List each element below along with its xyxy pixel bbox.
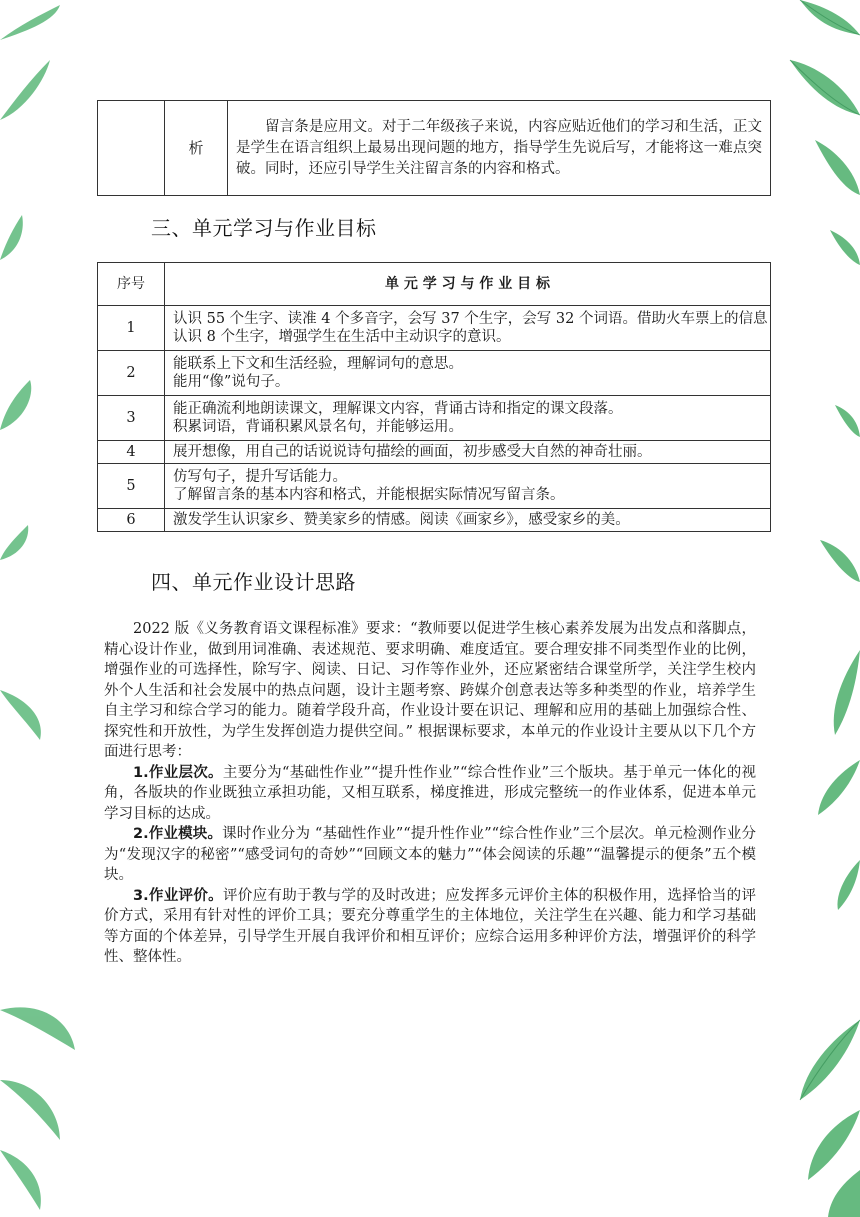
table-row [98, 464, 771, 509]
row-goal [165, 351, 771, 396]
willow-leaf-decoration-right [760, 0, 860, 1217]
goal-table [97, 262, 771, 532]
table-row [98, 509, 771, 532]
table-row [98, 396, 771, 441]
analysis-row [98, 101, 771, 196]
point-text: 课时作业分为 “基础性作业”“提升性作业”“综合性作业”三个层次。单元检测作业分为“发现汉字的秘密”“感受词句的奇妙”“回顾文本的魅力”“体会阅读的乐趣”“温馨提示的便条”五个模块。 [104, 826, 756, 883]
point-paragraph [104, 824, 756, 886]
row-goal: 激发学生认识家乡、赞美家乡的情感。阅读《画家乡》，感受家乡的美。 [165, 509, 771, 532]
row-goal [165, 464, 771, 509]
point-paragraph [104, 763, 756, 825]
row-goal-line: 仿写句子，提升写话能力。 [173, 469, 347, 485]
point-title: 2.作业模块。 [133, 826, 223, 842]
table-row [98, 306, 771, 351]
row-num: 5 [98, 464, 165, 509]
row-num: 2 [98, 351, 165, 396]
row-num: 6 [98, 509, 165, 532]
row-goal-line: 能正确流利地朗读课文，理解课文内容，背诵古诗和指定的课文段落。 [173, 401, 623, 417]
analysis-text: 留言条是应用文。对于二年级孩子来说，内容应贴近他们的学习和生活，正文是学生在语言组织上最易出现问题的地方，指导学生先说后写，才能将这一难点突破。同时，还应引导学生关注留言条的内容和格式。 [228, 101, 771, 196]
goal-table-header [98, 263, 771, 306]
section4-body [104, 619, 756, 968]
row-goal: 展开想像，用自己的话说说诗句描绘的画面，初步感受大自然的神奇壮丽。 [165, 441, 771, 464]
table-row [98, 441, 771, 464]
analysis-table [97, 100, 771, 196]
row-goal-line: 积累词语，背诵积累风景名句，并能够运用。 [173, 419, 463, 435]
point-text: 主要分为“基础性作业”“提升性作业”“综合性作业”三个版块。基于单元一体化的视角，各版块的作业既独立承担功能，又相互联系，梯度推进，形成完整统一的作业体系，促进本单元学习目标的达成。 [104, 764, 756, 822]
col-num-header: 序号 [98, 263, 165, 306]
willow-leaf-decoration-left [0, 0, 90, 1217]
point-title: 3.作业评价。 [133, 887, 223, 904]
section3-heading: 三、单元学习与作业目标 [151, 216, 377, 240]
row-goal-line: 了解留言条的基本内容和格式，并能根据实际情况写留言条。 [173, 487, 565, 503]
col-goal-header: 单 元 学 习 与 作 业 目 标 [165, 263, 771, 306]
row-goal [165, 396, 771, 441]
row-num: 3 [98, 396, 165, 441]
intro-paragraph: 2022 版《义务教育语文课程标准》要求：“教师要以促进学生核心素养发展为出发点和落脚点，精心设计作业，做到用词准确、表述规范、要求明确、难度适宜。要合理安排不同类型作业的比例，增强作业的可选择性，除写字、阅读、日记、习作等作业外，还应紧密结合课堂所学，关注学生校内外个人生活和社会发展中的热点问题，设计主题考察、跨媒介创意表达等多种类型的作业，培养学生自主学习和综合学习的能力。随着学段升高，作业设计要在识记、理解和应用的基础上加强综合性、探究性和开放性，为学生发挥创造力提供空间。” 根据课标要求，本单元的作业设计主要从以下几个方面进行思考： [104, 621, 756, 760]
row-goal: 认识 55 个生字、读准 4 个多音字，会写 37 个生字，会写 32 个词语。借助火车票上的信息认识 8 个生字，增强学生在生活中主动识字的意识。 [165, 306, 771, 351]
table-row [98, 351, 771, 396]
analysis-label: 析 [165, 101, 228, 196]
row-goal-line: 能联系上下文和生活经验，理解词句的意思。 [173, 356, 463, 372]
analysis-blank-cell [98, 101, 165, 196]
section4-heading: 四、单元作业设计思路 [151, 570, 356, 594]
point-title: 1.作业层次。 [133, 764, 223, 781]
row-num: 1 [98, 306, 165, 351]
row-num: 4 [98, 441, 165, 464]
point-paragraph [104, 886, 756, 968]
row-goal-line: 能用“像”说句子。 [173, 374, 290, 390]
point-text: 评价应有助于教与学的及时改进；应发挥多元评价主体的积极作用，选择恰当的评价方式，采用有针对性的评价工具；要充分尊重学生的主体地位，关注学生在兴趣、能力和学习基础等方面的个体差异，引导学生开展自我评价和相互评价；应综合运用多种评价方法，增强评价的科学性、整体性。 [104, 887, 756, 965]
